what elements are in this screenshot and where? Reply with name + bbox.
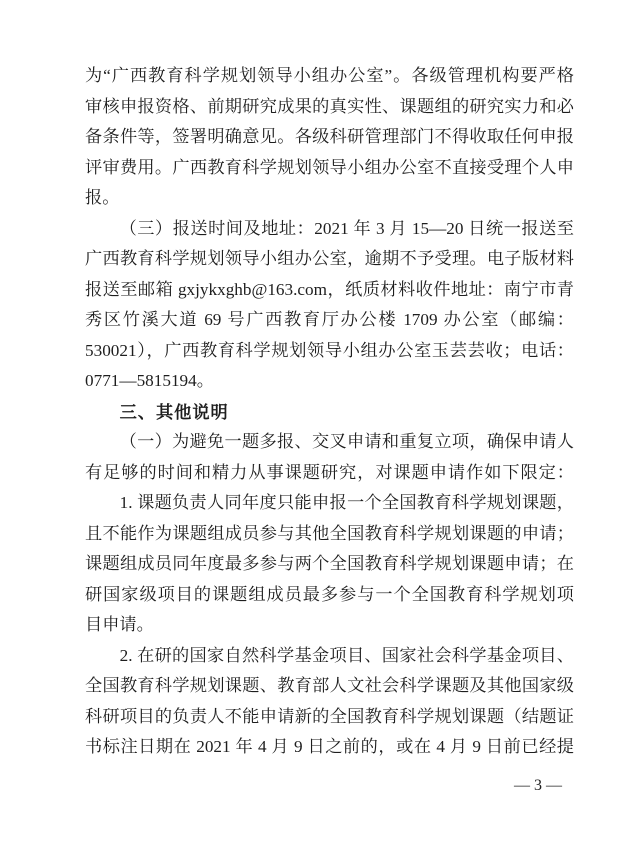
document-line: 530021），广西教育科学规划领导小组办公室玉芸芸收；电话： [85,340,574,360]
document-line: 有足够的时间和精力从事课题研究，对课题申请作如下限定： [85,462,574,482]
document-line: 审核申报资格、前期研究成果的真实性、课题组的研究实力和必 [85,96,574,116]
document-line: 为“广西教育科学规划领导小组办公室”。各级管理机构要严格 [85,66,574,85]
document-body [85,61,574,763]
document-line: （一）为避免一题多报、交叉申请和重复立项，确保申请人 [119,432,574,451]
document-line: 课题组成员同年度最多参与两个全国教育科学规划课题申请；在 [85,554,574,573]
document-line: 0771—5815194。 [85,371,214,390]
document-line: 目申请。 [85,615,154,634]
document-line: 备条件等，签署明确意见。各级科研管理部门不得收取任何申报 [85,127,574,146]
document-line: 且不能作为课题组成员参与其他全国教育科学规划课题的申请； [85,523,574,543]
document-line: 研国家级项目的课题组成员最多参与一个全国教育科学规划项 [85,584,574,604]
document-line: 报送至邮箱 gxjykxghb@163.com，纸质材料收件地址：南宁市青 [85,279,574,299]
document-line: 全国教育科学规划课题、教育部人文社会科学课题及其他国家级 [85,676,574,695]
section-heading: 三、其他说明 [119,401,229,422]
document-line: 科研项目的负责人不能申请新的全国教育科学规划课题（结题证 [85,706,574,726]
document-line: 1. 课题负责人同年度只能申报一个全国教育科学规划课题， [119,493,574,512]
document-line: 秀区竹溪大道 69 号广西教育厅办公楼 1709 办公室（邮编： [85,310,574,329]
document-line: 2. 在研的国家自然科学基金项目、国家社会科学基金项目、 [119,645,574,665]
document-line: 报。 [85,188,120,207]
document-line: （三）报送时间及地址：2021 年 3 月 15—20 日统一报送至 [119,218,574,238]
document-line: 书标注日期在 2021 年 4 月 9 日之前的，或在 4 月 9 日前已经提 [85,737,574,756]
document-line: 广西教育科学规划领导小组办公室，逾期不予受理。电子版材料 [85,249,574,268]
page-number: — 3 — [514,777,562,794]
document-line: 评审费用。广西教育科学规划领导小组办公室不直接受理个人申 [85,157,574,177]
